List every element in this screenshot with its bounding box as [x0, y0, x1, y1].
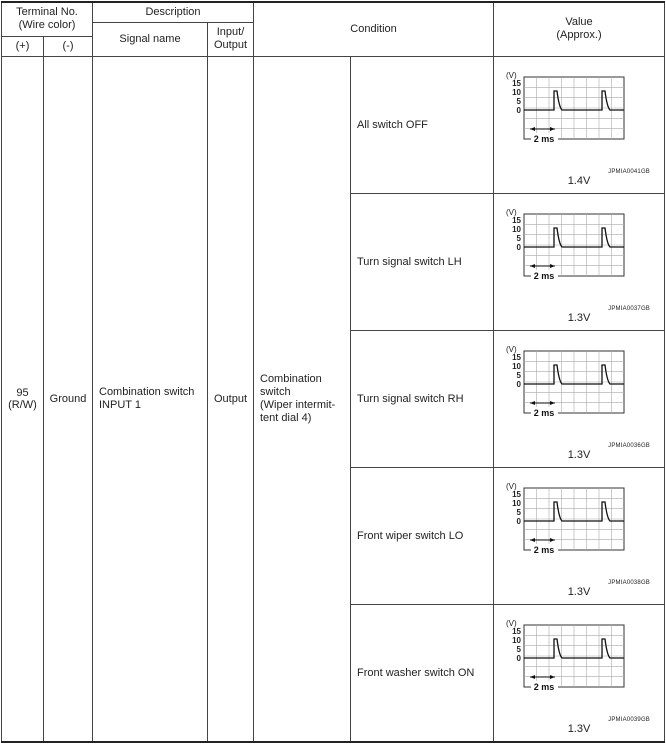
- value-cell: [494, 604, 665, 742]
- value-text: 1.3V: [567, 585, 591, 598]
- y-tick-label: 10: [512, 87, 522, 97]
- value-cell: [494, 193, 665, 330]
- waveform-graph: [506, 482, 626, 572]
- value-cell: [494, 330, 665, 467]
- y-tick-label: 15: [512, 215, 522, 225]
- time-div-label: 2 ms: [533, 407, 555, 418]
- value-text: 1.3V: [567, 722, 591, 735]
- y-tick-label: 15: [512, 352, 522, 362]
- y-tick-label: 5: [516, 507, 522, 517]
- sub-condition-cell: Front washer switch ON: [351, 604, 494, 742]
- unit-label: (V): [506, 481, 517, 491]
- time-div-label: 2 ms: [533, 133, 555, 144]
- terminal-minus-cell: Ground: [44, 56, 93, 742]
- waveform-graph: [506, 208, 626, 298]
- sub-condition-cell: Front wiper switch LO: [351, 467, 494, 604]
- y-tick-label: 5: [516, 96, 522, 106]
- wire-color-label: (Wire color): [18, 19, 76, 32]
- y-tick-label: 5: [516, 370, 522, 380]
- value-text: 1.3V: [567, 311, 591, 324]
- terminal-plus-color: (R/W): [8, 398, 37, 411]
- y-tick-label: 0: [516, 516, 522, 526]
- figure-code: JPMIA0039GB: [608, 716, 651, 723]
- figure-code: JPMIA0038GB: [608, 579, 651, 586]
- unit-label: (V): [506, 207, 517, 217]
- value-label: Value: [565, 16, 593, 29]
- condition-line-4: tent dial 4): [260, 411, 312, 424]
- waveform-graph: [506, 619, 626, 709]
- signal-name-line-1: Combination switch: [99, 385, 195, 398]
- sub-condition-cell: Turn signal switch LH: [351, 193, 494, 330]
- value-header: [494, 2, 665, 56]
- terminal-plus-number: 95: [16, 386, 29, 399]
- y-tick-label: 5: [516, 233, 522, 243]
- y-tick-label: 0: [516, 379, 522, 389]
- output-label: Output: [213, 39, 248, 51]
- value-cell: [494, 56, 665, 193]
- time-div-label: 2 ms: [533, 681, 555, 692]
- y-tick-label: 10: [512, 498, 522, 508]
- y-tick-label: 10: [512, 224, 522, 234]
- y-tick-label: 0: [516, 242, 522, 252]
- y-tick-label: 15: [512, 489, 522, 499]
- y-tick-label: 15: [512, 626, 522, 636]
- terminal-no-label: Terminal No.: [16, 6, 78, 19]
- waveform-graph: [506, 345, 626, 435]
- condition-cell: [254, 56, 351, 742]
- approx-label: (Approx.): [556, 29, 602, 42]
- value-text: 1.3V: [567, 448, 591, 461]
- input-output-header: [208, 22, 254, 56]
- y-tick-label: 0: [516, 105, 522, 115]
- condition-line-1: Combination: [260, 372, 322, 385]
- terminal-no-header: [2, 2, 93, 36]
- y-tick-label: 0: [516, 653, 522, 663]
- time-div-label: 2 ms: [533, 270, 555, 281]
- condition-line-2: switch: [260, 385, 291, 398]
- signal-name-header: Signal name: [93, 22, 208, 56]
- sub-condition-cell: All switch OFF: [351, 56, 494, 193]
- signal-name-cell: [93, 56, 208, 742]
- waveform-graph: [506, 71, 626, 161]
- y-tick-label: 5: [516, 644, 522, 654]
- io-cell: Output: [208, 56, 254, 742]
- y-tick-label: 10: [512, 361, 522, 371]
- description-header: Description: [93, 2, 254, 22]
- y-tick-label: 10: [512, 635, 522, 645]
- terminal-plus-cell: [2, 56, 44, 742]
- signal-name-line-2: INPUT 1: [99, 398, 141, 411]
- time-div-label: 2 ms: [533, 544, 555, 555]
- value-cell: [494, 467, 665, 604]
- y-tick-label: 15: [512, 78, 522, 88]
- condition-header: Condition: [254, 2, 494, 56]
- unit-label: (V): [506, 618, 517, 628]
- value-text: 1.4V: [567, 174, 591, 187]
- unit-label: (V): [506, 70, 517, 80]
- minus-header: (-): [44, 36, 93, 56]
- figure-code: JPMIA0041GB: [608, 168, 651, 175]
- terminal-spec-table: [1, 1, 665, 743]
- sub-condition-cell: Turn signal switch RH: [351, 330, 494, 467]
- figure-code: JPMIA0037GB: [608, 305, 651, 312]
- figure-code: JPMIA0036GB: [608, 442, 651, 449]
- unit-label: (V): [506, 344, 517, 354]
- plus-header: (+): [2, 36, 44, 56]
- input-label: Input/: [216, 26, 245, 38]
- condition-line-3: (Wiper intermit-: [260, 398, 336, 411]
